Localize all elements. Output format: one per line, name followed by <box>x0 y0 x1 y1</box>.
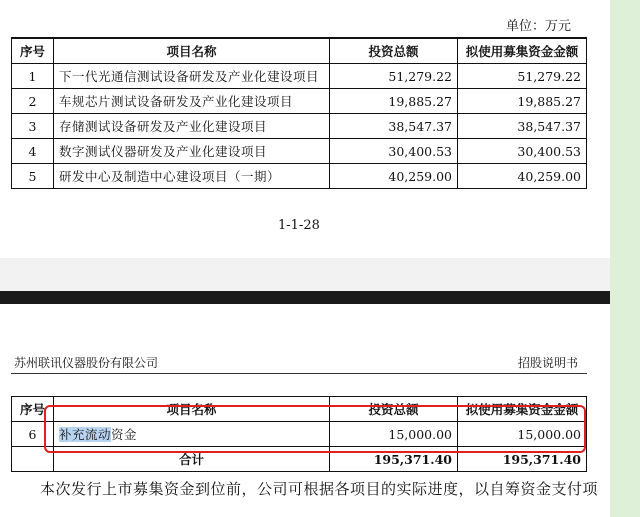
investment-table-top <box>11 37 587 189</box>
table-row <box>12 114 587 139</box>
row-name-rest: 资金 <box>111 427 138 442</box>
row-name: 存储测试设备研发及产业化建设项目 <box>54 114 330 139</box>
row-name: 研发中心及制造中心建设项目（一期） <box>54 164 330 189</box>
row-name: 车规芯片测试设备研发及产业化建设项目 <box>54 89 330 114</box>
row-invest: 19,885.27 <box>330 89 458 114</box>
row-no: 1 <box>12 64 54 89</box>
row-no: 3 <box>12 114 54 139</box>
unit-label: 单位：万元 <box>506 19 572 34</box>
table-row <box>12 139 587 164</box>
header-name: 项目名称 <box>54 38 330 64</box>
table-row <box>12 164 587 189</box>
header-no: 序号 <box>12 397 54 422</box>
header-rule <box>11 373 587 374</box>
total-row <box>12 447 587 472</box>
row-invest: 38,547.37 <box>330 114 458 139</box>
selected-text[interactable]: 补充流动 <box>59 427 112 442</box>
total-invest: 195,371.40 <box>330 447 458 472</box>
row-no: 5 <box>12 164 54 189</box>
total-raise: 195,371.40 <box>458 447 587 472</box>
body-text: 本次发行上市募集资金到位前，公司可根据各项目的实际进度，以自筹资金支付项 <box>40 480 599 498</box>
header-raise: 拟使用募集资金金额 <box>458 397 587 422</box>
row-name <box>54 422 330 447</box>
row-name: 数字测试仪器研发及产业化建设项目 <box>54 139 330 164</box>
header-invest: 投资总额 <box>330 38 458 64</box>
row-invest: 30,400.53 <box>330 139 458 164</box>
row-raise: 19,885.27 <box>458 89 587 114</box>
page-separator <box>0 291 610 304</box>
page-gap <box>0 258 610 291</box>
row-raise: 40,259.00 <box>458 164 587 189</box>
total-label: 合计 <box>54 447 330 472</box>
header-raise: 拟使用募集资金金额 <box>458 38 587 64</box>
row-invest: 15,000.00 <box>330 422 458 447</box>
table-row <box>12 89 587 114</box>
page-number: 1-1-28 <box>278 218 320 233</box>
row-no: 4 <box>12 139 54 164</box>
row-invest: 40,259.00 <box>330 164 458 189</box>
header-no: 序号 <box>12 38 54 64</box>
row-raise: 15,000.00 <box>458 422 587 447</box>
row-raise: 51,279.22 <box>458 64 587 89</box>
row-raise: 38,547.37 <box>458 114 587 139</box>
row-no: 2 <box>12 89 54 114</box>
total-no <box>12 447 54 472</box>
header-name: 项目名称 <box>54 397 330 422</box>
header-invest: 投资总额 <box>330 397 458 422</box>
table-row <box>12 64 587 89</box>
company-name: 苏州联讯仪器股份有限公司 <box>14 356 159 370</box>
row-no: 6 <box>12 422 54 447</box>
row-raise: 30,400.53 <box>458 139 587 164</box>
row-name: 下一代光通信测试设备研发及产业化建设项目 <box>54 64 330 89</box>
table-header-row <box>12 38 587 64</box>
table-row <box>12 422 587 447</box>
row-invest: 51,279.22 <box>330 64 458 89</box>
table-header-row <box>12 397 587 422</box>
document-type: 招股说明书 <box>518 356 579 370</box>
investment-table-bottom <box>11 396 587 472</box>
